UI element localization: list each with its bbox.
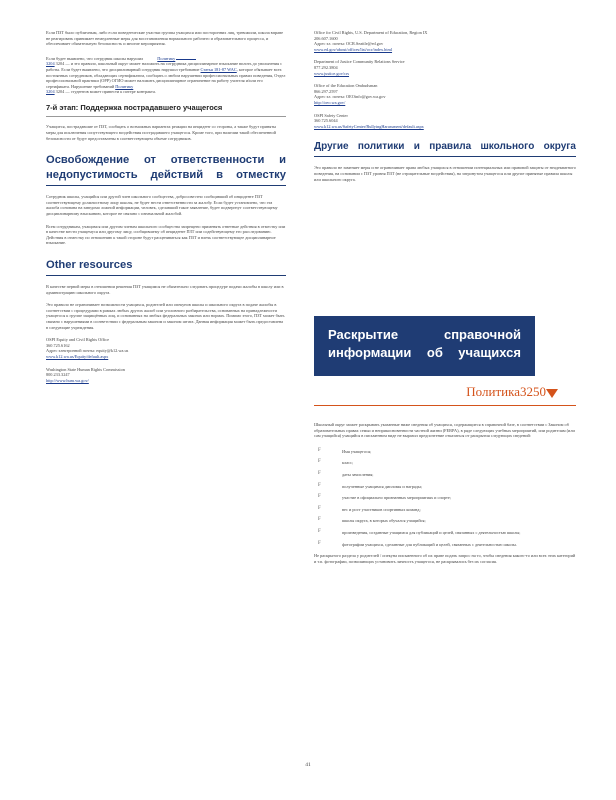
section-banner	[314, 316, 535, 376]
list-item-text: даты зачисления;	[342, 471, 374, 477]
list-item-text: школы округа, в которых обучался учащийся;	[342, 518, 426, 524]
list-item	[314, 460, 576, 466]
policy-number-link[interactable]: 3204	[46, 61, 55, 67]
list-item-text: Имя учащегося;	[342, 448, 372, 454]
step-7-heading: 7-й этап: Поддержка пострадавшего учащегося	[46, 102, 223, 112]
bullet-icon: Ϝ	[318, 447, 321, 453]
policy-number-link-2[interactable]: 3204	[46, 89, 55, 95]
safety-center-link[interactable]: www.k12.wa.us/SafetyCenter/BullyingHarassment/default.aspx	[314, 123, 424, 129]
divider	[46, 116, 286, 117]
contact-ocr: Office for Civil Rights, U.S. Department of Education, Region IX 206.607.1600 Адрес эл. почты: OCR.Seattle@ed.gov www.ed.gov/about/offices/list/ocr/index.html	[314, 30, 576, 52]
support-paragraph: Учащиеся, пострадавшие от ПЗТ, сообщать о возможных вариантах реакции на инцидент со стороны, а также будут приняты меры для исключения сопутствующего воздействия пострадавшего учащегося. Кроме того, при наличии такой обеспеченной безопасности от будут предоставлены в соответствующем объеме сотрудников.	[46, 124, 277, 141]
directory-info-section	[314, 422, 576, 571]
list-item-text: фотографии учащихся, сделанные для публикаций и целей, связанных с деятельностью школы.	[342, 541, 517, 547]
list-item	[314, 495, 576, 501]
policy-reference	[314, 384, 576, 404]
list-item	[314, 530, 576, 536]
other-policies-paragraph: Это правило не заменяет меры и не ограничивает права любых учащихся в отношении потенциальных или правовой защиты от неадекватного поведения, на основании с ПЗТ уровня ПЗТ (не отрицательные воздействия), на затронутом учащегося или другие принятые правила школы или школьного округа.	[314, 165, 576, 182]
bullet-icon: Ϝ	[318, 494, 321, 500]
triangle-down-icon	[546, 389, 558, 398]
policy-label: Политика3250	[466, 384, 546, 399]
banner-title-line-2: информации об учащихся	[328, 345, 521, 360]
ombudsman-link[interactable]: http://oeo.wa.gov/	[314, 99, 346, 105]
contact-ospi-equity: OSPI Equity and Civil Rights Office 360.725.6162 Адрес электронной почты: equity@k12.wa.us www.k12.wa.us/Equity/default.aspx	[46, 337, 286, 359]
contact-ombudsman: Office of the Education Ombudsman 866.297.2597 Адрес эл. почты: OEOinfo@gov.wa.gov http://oeo.wa.gov/	[314, 83, 576, 105]
contact-human-rights: Washington State Human Rights Commission 800.233.3247 http://www.hum.wa.gov/	[46, 367, 286, 384]
ospi-equity-link[interactable]: www.k12.wa.us/Equity/default.aspx	[46, 353, 109, 359]
resources-paragraph-1: В качестве первой меры в отношении решения ПЗТ учащимся не обязательно следовать процедуре подачи жалобы в школу или в администрацию школьного округа.	[46, 283, 284, 295]
policy-link-2[interactable]: Политику	[115, 83, 134, 89]
page-number: 41	[305, 762, 311, 768]
policy-link-1[interactable]: Политику	[157, 55, 176, 61]
list-item-text: вес и рост участников спортивных команд;	[342, 506, 421, 512]
ocr-link[interactable]: www.ed.gov/about/offices/list/ocr/index.html	[314, 46, 393, 52]
bullet-icon: Ϝ	[318, 505, 321, 511]
banner-title-line-1: Раскрытие справочной	[328, 327, 521, 342]
right-column	[314, 30, 576, 189]
list-item	[314, 507, 576, 513]
section-heading-other-policies: Другие политики и правила школьного округа	[314, 141, 576, 153]
closing-paragraph: Не раскрытого раздела у родителей / опекуна письменного об их праве подать запрос на то, чтобы сведения какого-то или всех этих категорий и т.п. фотографии, позволяющих установить личность учащегося, не раскрывались без их согласия.	[314, 553, 576, 564]
bullet-icon: Ϝ	[318, 517, 321, 523]
wac-link[interactable]: Статья 181-87 WAC	[200, 66, 237, 72]
list-item-text: участие в официально признанных мероприятиях и спорте;	[342, 495, 451, 501]
section-rule	[46, 275, 286, 276]
bullet-icon: Ϝ	[318, 459, 321, 465]
bullet-icon: Ϝ	[318, 540, 321, 546]
left-column	[46, 30, 286, 383]
section-rule	[314, 156, 576, 157]
intro-paragraph: Если ПЗТ было публичным, либо если поведенческие участки группы учащихся или посторонних лиц, тревожили, школа вправе не реагировать принимает немедленные меры для восстановления нормального рабочего и образовательного процесса, и обеспечивает обязательную безопасность и многие мероприятия.	[46, 30, 283, 47]
list-item-text: произведения, созданные учащимся для публикаций и целей, связанных с деятельностью школы;	[342, 529, 521, 535]
section-rule	[46, 185, 286, 186]
contact-doj: Department of Justice Community Relations Service 877.292.3804 www.justice.gov/crs	[314, 59, 576, 76]
directory-intro: Школьный округ может раскрывать указанные ниже сведения об учащихся, содержащиеся в справочной базе, в соответствии с Законом об образовательных правах семьи и неприкосновенности частной жизни (FERPA), в ряде следующих учебных мероприятий, или родителям (или сам учащийся) учащийся в письменном виде не выразил предпочтение отказаться от раскрытия следующих сведений:	[314, 422, 575, 439]
bullet-icon: Ϝ	[318, 470, 321, 476]
section-heading-retaliation: Освобождение от ответственности и недопустимость действий в отместку	[46, 154, 286, 182]
policy-paragraph-1: Если будет выявлено, что сотрудник школы нарушил Политику 3204 3204 — и это правило, школьный округ может наложить на сотрудника дисциплинарное взыскание вплоть до увольнения с работы. Если будет выявлено, что дисциплинарный сотрудник нарушил требование Статья 181-87 WAC, которое обязывает всех постоянных сотрудников, обладающих сертификатом, сообщать о любом нарушении профессиональных правил поведения, Отдел профессиональной практики (OPP) ОГИО может наложить дисциплинарное ограничение на работу учителя и/или его сертификата. Нарушение требований Политику 3204 3204 — студентов может привести к потере контракта.	[46, 55, 286, 95]
doj-link[interactable]: www.justice.gov/crs	[314, 70, 350, 76]
contact-safety-center: OSPI Safety Center 360.725.6044 www.k12.wa.us/SafetyCenter/BullyingHarassment/default.aspx	[314, 113, 576, 130]
bullet-icon: Ϝ	[318, 528, 321, 534]
retaliation-paragraph-1: Сотрудник школы, учащийся или другой член школьного сообщества, добросовестно сообщивший об инциденте ПЗТ соответствующему должностному лицу школы, не будет нести ответственности за жалобу. Если будет установлено, что эта жалоба основана на заведомо ложной информации, человек, сделавший такое заявление, будет подвергнут соответствующему дисциплинарному взысканию, которое не связано с изначальной жалобой.	[46, 194, 278, 216]
list-item	[314, 542, 576, 548]
retaliation-paragraph-2: Всем сотрудникам, учащимся или другим членам школьного сообщества запрещено применять ответные действия в отместку или в качестве мести учащемуся или другому лицу, сообщившему об инциденте ПЗТ или содействующему его расследованию. Действия в отместку по отношению к такой стороне будут расцениваться как ПЗТ и влечь соответствующее дисциплинарное взыскание.	[46, 223, 286, 246]
directory-items-list	[314, 449, 576, 547]
section-heading-resources: Other resources	[46, 258, 133, 271]
list-item	[314, 484, 576, 490]
bullet-icon: Ϝ	[318, 482, 321, 488]
list-item-text: класс;	[342, 460, 354, 466]
list-item-text: полученные учащимся дипломы и награды;	[342, 483, 423, 489]
policy-rule	[314, 405, 576, 406]
list-item	[314, 518, 576, 524]
human-rights-link[interactable]: http://www.hum.wa.gov/	[46, 377, 89, 383]
resources-paragraph-2: Это правило не ограничивает возможности учащихся, родителей или опекунов школы и школьного округа в подаче жалобы в соответствии с процедурами в рамках любых других жалоб или уголовного разбирательства, основанных на принадлежности учащегося к группе защищённых лиц, и основанных на любых федеральных законах или нормах. Помимо этого, ПЗТ может быть связано с нарушениями в соответствии с федеральным законом и законом штата. Данная информация может быть предоставлена в следующие учреждения.	[46, 302, 285, 330]
list-item	[314, 472, 576, 478]
list-item	[314, 449, 576, 455]
